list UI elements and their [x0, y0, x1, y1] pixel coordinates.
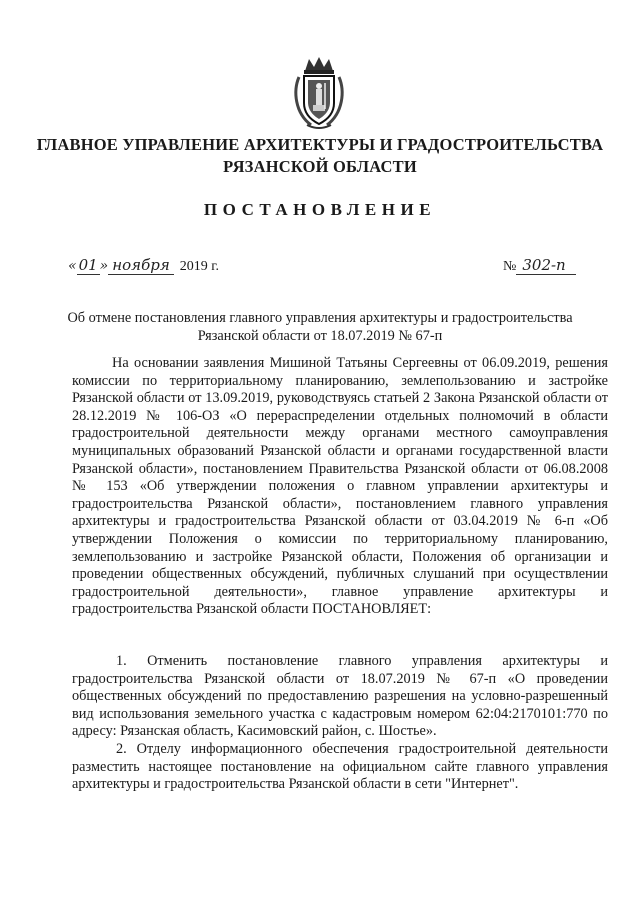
document-date — [68, 256, 219, 275]
date-open-quote: « — [68, 258, 77, 274]
organization-name-line2: РЯЗАНСКОЙ ОБЛАСТИ — [223, 157, 417, 176]
date-month: ноября — [108, 256, 174, 275]
item-1-paragraph: 1. Отменить постановление главного управления архитектуры и градостроительства Рязанской области от 18.07.2019 № 67-п «О проведении общественных обсуждений по предоставлению разрешения на условно-разрешенный вид использования земельного участка с кадастровым номером 62:04:2170101:770 по адресу: Рязанская область, Касимовский район, с. Шостье». — [72, 653, 608, 740]
organization-name-line1: ГЛАВНОЕ УПРАВЛЕНИЕ АРХИТЕКТУРЫ И ГРАДОСТРОИТЕЛЬСТВА — [36, 135, 604, 154]
number-prefix: № — [503, 259, 517, 274]
document-number — [503, 256, 576, 275]
document-type-title: ПОСТАНОВЛЕНИЕ — [203, 200, 437, 219]
coat-of-arms-icon — [291, 55, 347, 131]
date-year: 2019 г. — [179, 259, 219, 274]
preamble-paragraph: На основании заявления Мишиной Татьяны Сергеевны от 06.09.2019, решения комиссии по территориальному планированию, землепользованию и застройке Рязанской области от 13.09.2019, руководствуясь статьей 2 Закона Рязанской области от 28.12.2019 № 106-ОЗ «О перераспределении отдельных полномочий в области градостроительной деятельности между органами местного самоуправления муниципальных образований Рязанской области и органами государственной власти Рязанской области», постановлением Правительства Рязанской области от 06.08.2008 № 153 «Об утверждении положения о главном управлении архитектуры и градостроительства Рязанской области», постановлением главного управления архитектуры и градостроительства Рязанской области от 03.04.2019 № 6-п «Об утверждении Положения о комиссии по территориальному планированию, землепользованию и застройке Рязанской области, Положения об организации и проведении общественных обсуждений, публичных слушаний при осуществлении градостроительной деятельности», главное управление архитектуры и градостроительства Рязанской области ПОСТАНОВЛЯЕТ: — [72, 355, 608, 618]
subject-line2: Рязанской области от 18.07.2019 № 67-п — [197, 328, 443, 344]
date-day: 01 — [78, 256, 98, 274]
date-close-quote: » — [99, 258, 109, 274]
number-value: 302-п — [516, 256, 575, 275]
item-2-paragraph: 2. Отделу информационного обеспечения градостроительной деятельности разместить настоящее постановление на официальном сайте главного управления архитектуры и градостроительства Рязанской области в сети "Интернет". — [72, 741, 608, 793]
subject-line1: Об отмене постановления главного управления архитектуры и градостроительства — [67, 310, 573, 326]
